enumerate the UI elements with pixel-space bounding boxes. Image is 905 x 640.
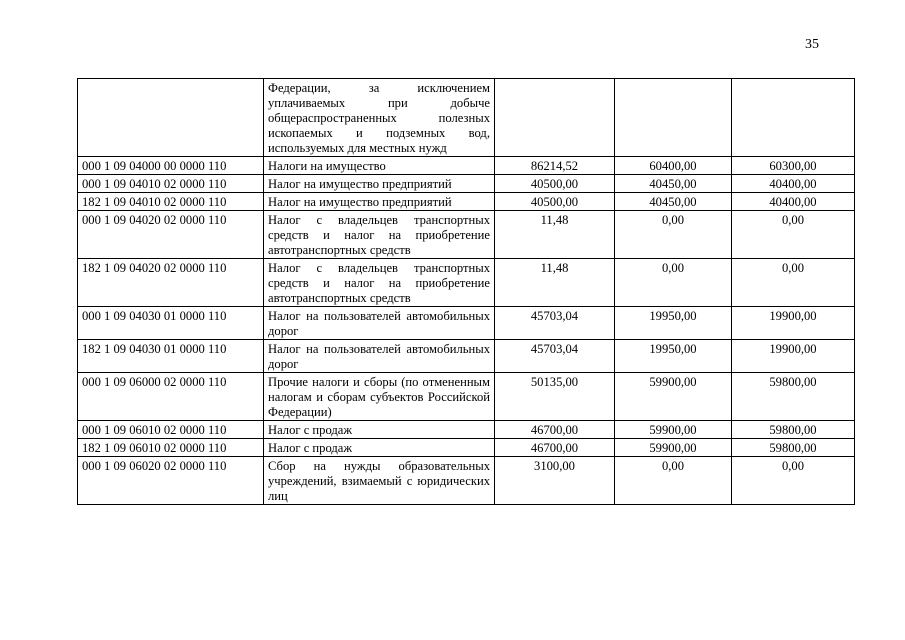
amount-3-cell: 19900,00 bbox=[732, 340, 855, 373]
item-name-cell: Налог с продаж bbox=[264, 439, 495, 457]
item-name-cell: Налог на имущество предприятий bbox=[264, 193, 495, 211]
table-row bbox=[78, 259, 855, 307]
amount-3-cell: 59800,00 bbox=[732, 373, 855, 421]
item-name-cell: Налоги на имущество bbox=[264, 157, 495, 175]
budget-code-cell bbox=[78, 79, 264, 157]
amount-1-cell bbox=[495, 79, 615, 157]
amount-2-cell: 59900,00 bbox=[615, 439, 732, 457]
amount-2-cell: 0,00 bbox=[615, 211, 732, 259]
table-row bbox=[78, 307, 855, 340]
amount-2-cell: 40450,00 bbox=[615, 175, 732, 193]
amount-1-cell: 3100,00 bbox=[495, 457, 615, 505]
amount-3-cell: 40400,00 bbox=[732, 193, 855, 211]
amount-3-cell: 60300,00 bbox=[732, 157, 855, 175]
amount-1-cell: 40500,00 bbox=[495, 193, 615, 211]
amount-3-cell bbox=[732, 79, 855, 157]
table-row bbox=[78, 439, 855, 457]
table-row bbox=[78, 421, 855, 439]
amount-3-cell: 0,00 bbox=[732, 259, 855, 307]
table-body bbox=[78, 79, 855, 505]
amount-2-cell: 59900,00 bbox=[615, 421, 732, 439]
amount-1-cell: 40500,00 bbox=[495, 175, 615, 193]
amount-1-cell: 46700,00 bbox=[495, 439, 615, 457]
amount-3-cell: 0,00 bbox=[732, 211, 855, 259]
amount-2-cell: 0,00 bbox=[615, 457, 732, 505]
table-row bbox=[78, 340, 855, 373]
amount-1-cell: 86214,52 bbox=[495, 157, 615, 175]
item-name-cell: Прочие налоги и сборы (по отмененным налогам и сборам субъектов Российской Федерации) bbox=[264, 373, 495, 421]
table-row bbox=[78, 211, 855, 259]
table-row bbox=[78, 157, 855, 175]
table-row bbox=[78, 373, 855, 421]
amount-2-cell: 40450,00 bbox=[615, 193, 732, 211]
item-name-cell: Налог с владельцев транспортных средств и налог на приобретение автотранспортных средств bbox=[264, 211, 495, 259]
budget-code-cell: 182 1 09 04020 02 0000 110 bbox=[78, 259, 264, 307]
amount-3-cell: 59800,00 bbox=[732, 421, 855, 439]
amount-2-cell: 19950,00 bbox=[615, 307, 732, 340]
budget-code-cell: 000 1 09 06000 02 0000 110 bbox=[78, 373, 264, 421]
amount-3-cell: 0,00 bbox=[732, 457, 855, 505]
item-name-cell: Налог на пользователей автомобильных дорог bbox=[264, 340, 495, 373]
item-name-cell: Сбор на нужды образовательных учреждений, взимаемый с юридических лиц bbox=[264, 457, 495, 505]
table-row bbox=[78, 79, 855, 157]
budget-code-cell: 000 1 09 04030 01 0000 110 bbox=[78, 307, 264, 340]
amount-2-cell: 59900,00 bbox=[615, 373, 732, 421]
amount-2-cell: 0,00 bbox=[615, 259, 732, 307]
amount-1-cell: 45703,04 bbox=[495, 340, 615, 373]
amount-1-cell: 46700,00 bbox=[495, 421, 615, 439]
budget-code-cell: 182 1 09 06010 02 0000 110 bbox=[78, 439, 264, 457]
budget-code-cell: 000 1 09 04020 02 0000 110 bbox=[78, 211, 264, 259]
item-name-cell: Налог с владельцев транспортных средств и налог на приобретение автотранспортных средств bbox=[264, 259, 495, 307]
amount-2-cell: 19950,00 bbox=[615, 340, 732, 373]
budget-code-cell: 000 1 09 04010 02 0000 110 bbox=[78, 175, 264, 193]
budget-code-cell: 000 1 09 06010 02 0000 110 bbox=[78, 421, 264, 439]
table-row bbox=[78, 193, 855, 211]
budget-code-cell: 000 1 09 06020 02 0000 110 bbox=[78, 457, 264, 505]
amount-1-cell: 50135,00 bbox=[495, 373, 615, 421]
page-number: 35 bbox=[805, 37, 819, 52]
amount-2-cell bbox=[615, 79, 732, 157]
amount-3-cell: 40400,00 bbox=[732, 175, 855, 193]
amount-2-cell: 60400,00 bbox=[615, 157, 732, 175]
table-row bbox=[78, 457, 855, 505]
item-name-cell: Налог на имущество предприятий bbox=[264, 175, 495, 193]
amount-3-cell: 19900,00 bbox=[732, 307, 855, 340]
budget-code-cell: 182 1 09 04010 02 0000 110 bbox=[78, 193, 264, 211]
item-name-cell: Налог с продаж bbox=[264, 421, 495, 439]
amount-1-cell: 45703,04 bbox=[495, 307, 615, 340]
budget-revenue-table bbox=[77, 78, 855, 505]
item-name-cell: Федерации, за исключением уплачиваемых при добыче общераспространенных полезных ископаемых и подземных вод, используемых для местных нужд bbox=[264, 79, 495, 157]
amount-3-cell: 59800,00 bbox=[732, 439, 855, 457]
budget-code-cell: 182 1 09 04030 01 0000 110 bbox=[78, 340, 264, 373]
table-row bbox=[78, 175, 855, 193]
amount-1-cell: 11,48 bbox=[495, 259, 615, 307]
item-name-cell: Налог на пользователей автомобильных дорог bbox=[264, 307, 495, 340]
amount-1-cell: 11,48 bbox=[495, 211, 615, 259]
budget-code-cell: 000 1 09 04000 00 0000 110 bbox=[78, 157, 264, 175]
